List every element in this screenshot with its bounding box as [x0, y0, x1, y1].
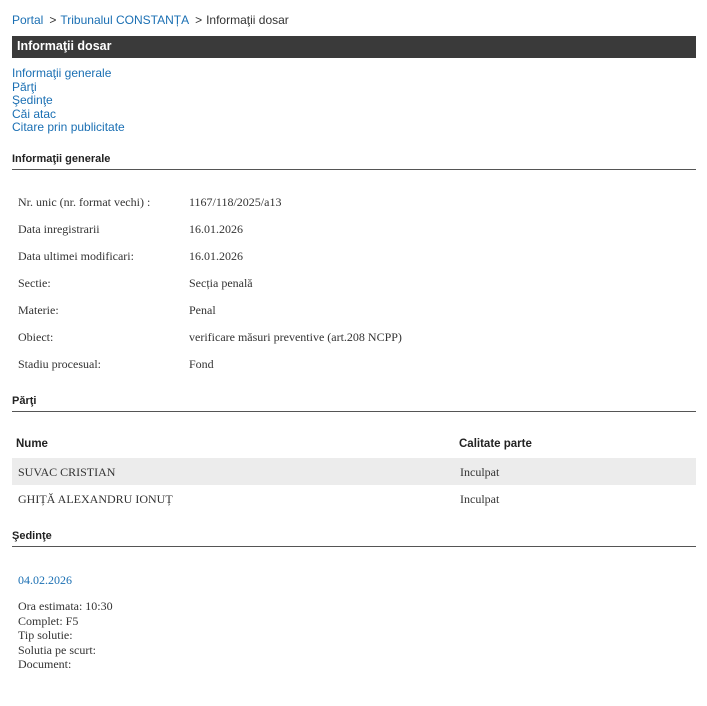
nav-link-cai-atac[interactable]: Căi atac: [12, 106, 57, 121]
general-row-value: 16.01.2026: [189, 222, 243, 236]
parti-table-header: [12, 431, 696, 457]
column-header-calitate: Calitate parte: [459, 438, 532, 450]
party-name: GHIȚĂ ALEXANDRU IONUȚ: [18, 492, 173, 506]
sedinta-date-link[interactable]: 04.02.2026: [18, 573, 72, 587]
breadcrumb: [12, 13, 289, 27]
general-row-value: Fond: [189, 357, 214, 371]
breadcrumb-current: Informaţii dosar: [206, 13, 289, 27]
party-role: Inculpat: [460, 492, 500, 506]
section-heading-sedinte: Şedinţe: [12, 530, 696, 547]
party-name: SUVAC CRISTIAN: [18, 465, 116, 479]
nav-link-citare[interactable]: Citare prin publicitate: [12, 120, 125, 135]
sedinta-detail-line: Ora estimata: 10:30: [18, 599, 113, 613]
party-role: Inculpat: [460, 465, 500, 479]
general-row-value: verificare măsuri preventive (art.208 NCPP): [189, 330, 402, 344]
general-row-label: Stadiu procesual:: [18, 357, 101, 371]
page-title: Informaţii dosar: [12, 36, 696, 58]
general-row-value: Secția penală: [189, 276, 253, 290]
general-row-label: Obiect:: [18, 330, 54, 344]
nav-link-informatii-generale[interactable]: Informaţii generale: [12, 66, 112, 80]
general-row-label: Data ultimei modificari:: [18, 249, 134, 263]
nav-link-parti[interactable]: Părţi: [12, 79, 37, 94]
general-row-label: Data inregistrarii: [18, 222, 100, 236]
general-row-label: Materie:: [18, 303, 59, 317]
section-heading-general: Informaţii generale: [12, 153, 696, 170]
sedinta-detail-line: Solutia pe scurt:: [18, 642, 96, 657]
table-row: [12, 485, 696, 512]
column-header-nume: Nume: [16, 438, 48, 450]
sedinta-detail-line: Document:: [18, 657, 72, 671]
breadcrumb-link-portal[interactable]: Portal: [12, 13, 44, 27]
general-row-value: 16.01.2026: [189, 249, 243, 263]
sedinta-detail-line: Complet: F5: [18, 613, 79, 628]
general-row-value: Penal: [189, 303, 216, 317]
breadcrumb-link-tribunal[interactable]: Tribunalul CONSTANȚA: [60, 13, 190, 27]
general-row-label: Nr. unic (nr. format vechi) :: [18, 195, 151, 209]
general-row-label: Sectie:: [18, 276, 51, 290]
breadcrumb-separator: >: [195, 13, 203, 27]
section-heading-parti: Părţi: [12, 395, 696, 412]
breadcrumb-separator: >: [49, 13, 57, 27]
section-nav: [12, 67, 125, 135]
nav-link-sedinte[interactable]: Şedinţe: [12, 93, 53, 108]
sedinta-detail-line: Tip solutie:: [18, 628, 73, 642]
general-row-value: 1167/118/2025/a13: [189, 195, 282, 209]
table-row: [12, 458, 696, 485]
sedinta-details: [18, 599, 113, 672]
